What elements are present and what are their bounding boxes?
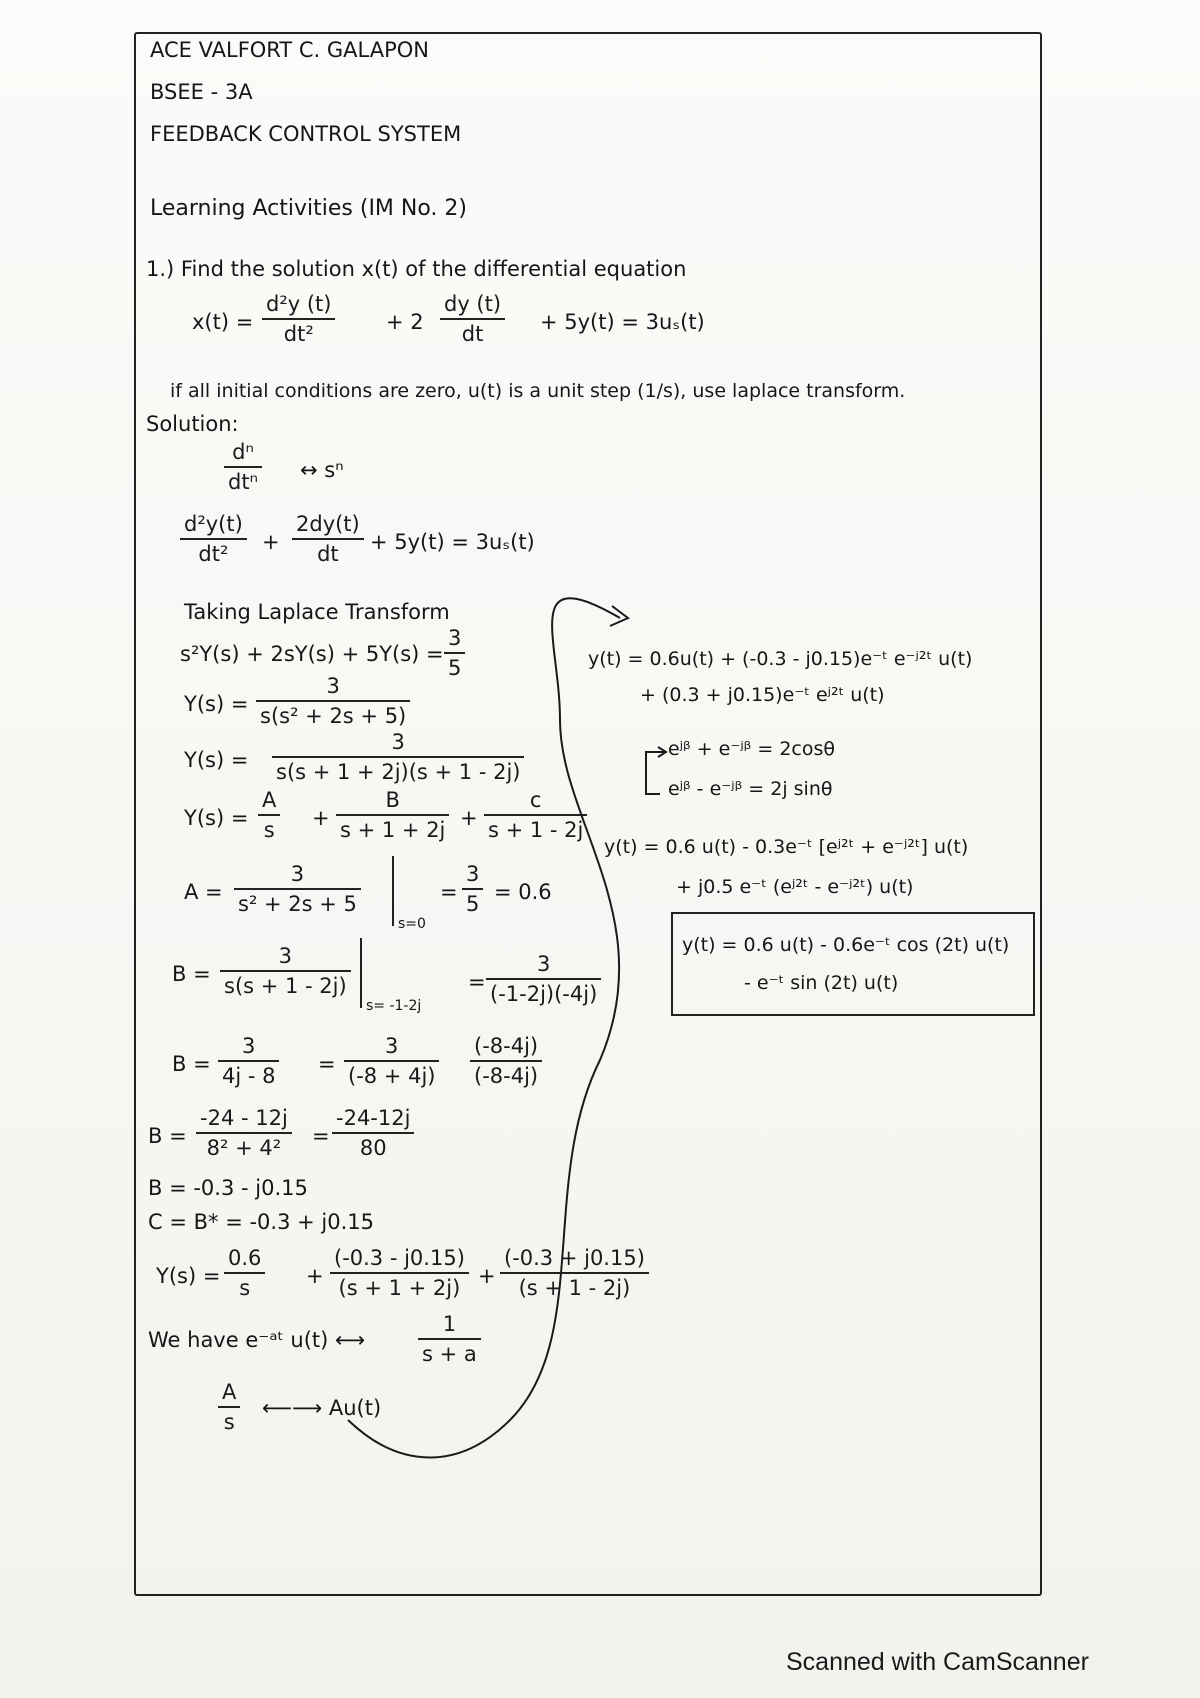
denominator: s: [223, 1410, 235, 1434]
denominator: 5: [466, 892, 480, 916]
numerator: d²y(t): [184, 512, 243, 536]
a-value: = 0.6: [494, 880, 552, 904]
b1-lhs: B =: [172, 962, 211, 986]
numerator: 3: [536, 952, 551, 976]
plus-sign: +: [478, 1264, 496, 1288]
denominator: dt²: [283, 322, 314, 346]
plus-sign: +: [306, 1264, 324, 1288]
b-value: B = -0.3 - j0.15: [148, 1176, 308, 1200]
y-time-line-1: y(t) = 0.6u(t) + (-0.3 - j0.15)e⁻ᵗ e⁻ʲ²ᵗ u(t): [588, 648, 973, 670]
denominator: s(s² + 2s + 5): [260, 704, 407, 728]
numerator: dy (t): [444, 292, 502, 316]
de-plus: +: [262, 530, 280, 554]
denominator: s(s + 1 - 2j): [224, 974, 347, 998]
numerator: 3: [290, 862, 305, 886]
b1-equals: =: [468, 970, 486, 994]
denominator: (-1-2j)(-4j): [490, 982, 598, 1006]
c-value: C = B* = -0.3 + j0.15: [148, 1210, 374, 1234]
numerator: dⁿ: [232, 440, 254, 464]
ys4-lhs: Y(s) =: [156, 1264, 221, 1288]
student-name: ACE VALFORT C. GALAPON: [150, 38, 429, 62]
numerator: d²y (t): [266, 292, 332, 316]
ys1-lhs: Y(s) =: [184, 692, 249, 716]
denominator: 4j - 8: [222, 1064, 276, 1088]
derivative-rule-rhs: ↔ sⁿ: [300, 458, 344, 482]
final-answer-line-2: - e⁻ᵗ sin (2t) u(t): [744, 972, 899, 994]
taking-laplace-label: Taking Laplace Transform: [184, 600, 450, 624]
y-time-line-3: y(t) = 0.6 u(t) - 0.3e⁻ᵗ [eʲ²ᵗ + e⁻ʲ²ᵗ] u(t): [604, 836, 969, 858]
numerator: (-0.3 - j0.15): [334, 1246, 465, 1270]
numerator: 1: [442, 1312, 457, 1336]
ys2-lhs: Y(s) =: [184, 748, 249, 772]
problem-statement: 1.) Find the solution x(t) of the differential equation: [146, 257, 687, 281]
a-equals: =: [440, 880, 458, 904]
denominator: dtⁿ: [228, 470, 258, 494]
euler-identity-2: eʲᵝ - e⁻ʲᵝ = 2j sinθ: [668, 778, 833, 800]
plus-sign: +: [312, 806, 330, 830]
laplace-line: s²Y(s) + 2sY(s) + 5Y(s) =: [180, 642, 444, 666]
problem-eq-lhs: x(t) =: [192, 310, 254, 334]
camscanner-watermark: Scanned with CamScanner: [786, 1648, 1089, 1676]
a-lhs: A =: [184, 880, 223, 904]
euler-identity-1: eʲᵝ + e⁻ʲᵝ = 2cosθ: [668, 738, 836, 760]
y-time-line-4: + j0.5 e⁻ᵗ (eʲ²ᵗ - e⁻ʲ²ᵗ) u(t): [676, 876, 914, 898]
b1-substitution: s= -1-2j: [366, 998, 422, 1014]
course-title: FEEDBACK CONTROL SYSTEM: [150, 122, 462, 146]
numerator: (-8-4j): [474, 1034, 539, 1058]
numerator: -24-12j: [336, 1106, 411, 1130]
b3-lhs: B =: [148, 1124, 187, 1148]
numerator: 3: [326, 674, 340, 698]
final-answer-line-1: y(t) = 0.6 u(t) - 0.6e⁻ᵗ cos (2t) u(t): [682, 934, 1010, 956]
activity-title: Learning Activities (IM No. 2): [150, 196, 468, 221]
denominator: s(s + 1 + 2j)(s + 1 - 2j): [276, 760, 521, 784]
a-substitution: s=0: [398, 916, 426, 932]
step-transform-rhs: ⟵⟶ Au(t): [262, 1396, 382, 1420]
solution-label: Solution:: [146, 412, 239, 436]
numerator: 3: [242, 1034, 256, 1058]
denominator: 80: [359, 1136, 387, 1160]
numerator: A: [262, 788, 277, 812]
denominator: 8² + 4²: [206, 1136, 282, 1160]
denominator: (-8-4j): [474, 1064, 539, 1088]
denominator: 5: [448, 656, 462, 680]
denominator: (s + 1 - 2j): [518, 1276, 631, 1300]
problem-eq-mid: + 2: [386, 310, 424, 334]
denominator: (-8 + 4j): [348, 1064, 436, 1088]
b2-equals: =: [318, 1052, 336, 1076]
we-have-text: We have e⁻ᵃᵗ u(t) ⟷: [148, 1328, 366, 1352]
student-section: BSEE - 3A: [150, 80, 253, 104]
numerator: A: [222, 1380, 237, 1404]
numerator: c: [529, 788, 542, 812]
numerator: (-0.3 + j0.15): [504, 1246, 645, 1270]
numerator: 3: [448, 626, 462, 650]
denominator: (s + 1 + 2j): [338, 1276, 461, 1300]
numerator: 3: [466, 862, 480, 886]
denominator: dt: [461, 322, 484, 346]
denominator: s + 1 + 2j: [340, 818, 446, 842]
numerator: 3: [385, 1034, 399, 1058]
de-tail: + 5y(t) = 3uₛ(t): [370, 530, 535, 554]
numerator: B: [385, 788, 400, 812]
denominator: dt²: [198, 542, 229, 566]
problem-conditions: if all initial conditions are zero, u(t) is a unit step (1/s), use laplace transform.: [170, 380, 906, 402]
y-time-line-2: + (0.3 + j0.15)e⁻ᵗ eʲ²ᵗ u(t): [640, 684, 885, 706]
plus-sign: +: [460, 806, 478, 830]
denominator: s + 1 - 2j: [488, 818, 584, 842]
denominator: s + a: [422, 1342, 477, 1366]
denominator: s: [239, 1276, 251, 1300]
numerator: -24 - 12j: [200, 1106, 288, 1130]
denominator: s² + 2s + 5: [238, 892, 357, 916]
numerator: 2dy(t): [296, 512, 360, 536]
problem-eq-tail: + 5y(t) = 3uₛ(t): [540, 310, 705, 334]
ys3-lhs: Y(s) =: [184, 806, 249, 830]
b3-equals: =: [312, 1124, 330, 1148]
denominator: dt: [317, 542, 339, 566]
numerator: 0.6: [228, 1246, 262, 1270]
b2-lhs: B =: [172, 1052, 211, 1076]
numerator: 3: [391, 730, 405, 754]
numerator: 3: [278, 944, 293, 968]
denominator: s: [263, 818, 275, 842]
